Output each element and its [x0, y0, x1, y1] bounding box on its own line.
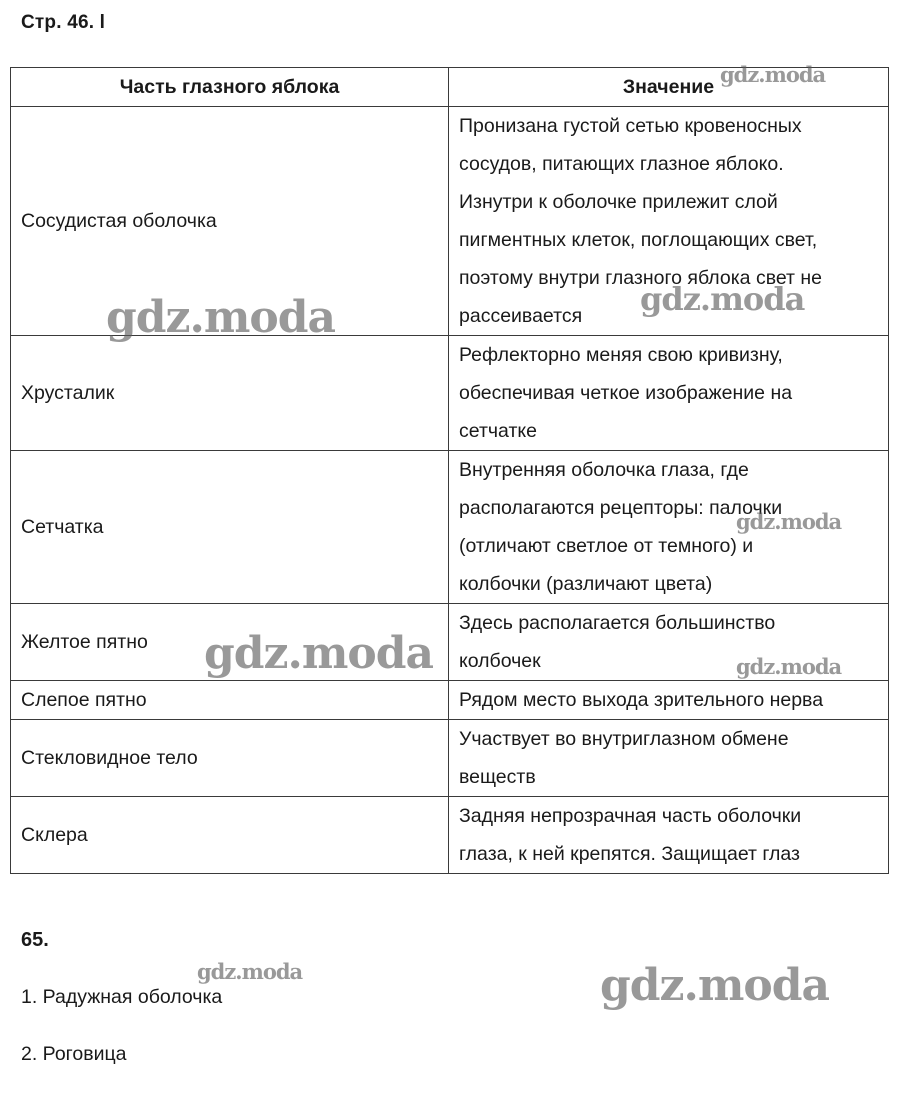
cell-part: Сетчатка — [11, 451, 449, 604]
meaning-line: Внутренняя оболочка глаза, где — [459, 459, 749, 481]
eyeball-parts-table — [10, 67, 889, 874]
meaning-line: обеспечивая четкое изображение на — [459, 382, 793, 404]
table-row — [11, 451, 889, 604]
cell-part: Стекловидное тело — [11, 720, 449, 797]
meaning-line: располагаются рецепторы: палочки — [459, 497, 783, 519]
meaning-line: Рядом место выхода зрительного нерва — [459, 689, 824, 711]
meaning-line: поэтому внутри глазного яблока свет не — [459, 267, 822, 289]
meaning-line: глаза, к ней крепятся. Защищает глаз — [459, 843, 801, 865]
table-row — [11, 107, 889, 336]
watermark-logo: gdz.moda — [600, 960, 830, 1011]
meaning-line: пигментных клеток, поглощающих свет, — [459, 229, 818, 251]
table-row — [11, 797, 889, 874]
watermark-logo: gdz.moda — [106, 292, 336, 343]
cell-meaning — [449, 797, 889, 874]
meaning-line: Задняя непрозрачная часть оболочки — [459, 805, 802, 827]
cell-part: Желтое пятно — [11, 604, 449, 681]
table-row — [11, 336, 889, 451]
cell-meaning — [449, 107, 889, 336]
cell-meaning — [449, 720, 889, 797]
watermark-logo: gdz.moda — [720, 62, 826, 87]
column-header-meaning: Значение — [449, 68, 889, 107]
cell-part: Сосудистая оболочка — [11, 107, 449, 336]
meaning-line: сосудов, питающих глазное яблоко. — [459, 153, 784, 175]
table-row — [11, 681, 889, 720]
meaning-line: Изнутри к оболочке прилежит слой — [459, 191, 778, 213]
column-header-part: Часть глазного яблока — [11, 68, 449, 107]
meaning-line: колбочки (различают цвета) — [459, 573, 713, 595]
cell-meaning — [449, 336, 889, 451]
meaning-line: Рефлекторно меняя свою кривизну, — [459, 344, 783, 366]
watermark-logo: gdz.moda — [736, 509, 842, 534]
meaning-line: Пронизана густой сетью кровеносных — [459, 115, 802, 137]
meaning-line: колбочек — [459, 650, 541, 672]
meaning-line: рассеивается — [459, 305, 583, 327]
answer-item: 1. Радужная оболочка — [21, 986, 223, 1008]
table-header-row — [11, 68, 889, 107]
cell-part: Хрусталик — [11, 336, 449, 451]
page-title: Стр. 46. l — [21, 12, 106, 33]
cell-meaning — [449, 681, 889, 720]
watermark-logo: gdz.moda — [640, 280, 805, 318]
meaning-line: Участвует во внутриглазном обмене — [459, 728, 789, 750]
answer-item: 2. Роговица — [21, 1043, 127, 1065]
watermark-logo: gdz.moda — [736, 654, 842, 679]
cell-part: Склера — [11, 797, 449, 874]
meaning-line: Здесь располагается большинство — [459, 612, 776, 634]
watermark-logo: gdz.moda — [204, 628, 434, 679]
meaning-line: (отличают светлое от темного) и — [459, 535, 754, 557]
table-row — [11, 720, 889, 797]
cell-meaning — [449, 451, 889, 604]
table-row — [11, 604, 889, 681]
watermark-logo: gdz.moda — [197, 959, 303, 984]
cell-part: Слепое пятно — [11, 681, 449, 720]
meaning-line: сетчатке — [459, 420, 537, 442]
task-number: 65. — [21, 929, 49, 951]
meaning-line: веществ — [459, 766, 536, 788]
cell-meaning — [449, 604, 889, 681]
